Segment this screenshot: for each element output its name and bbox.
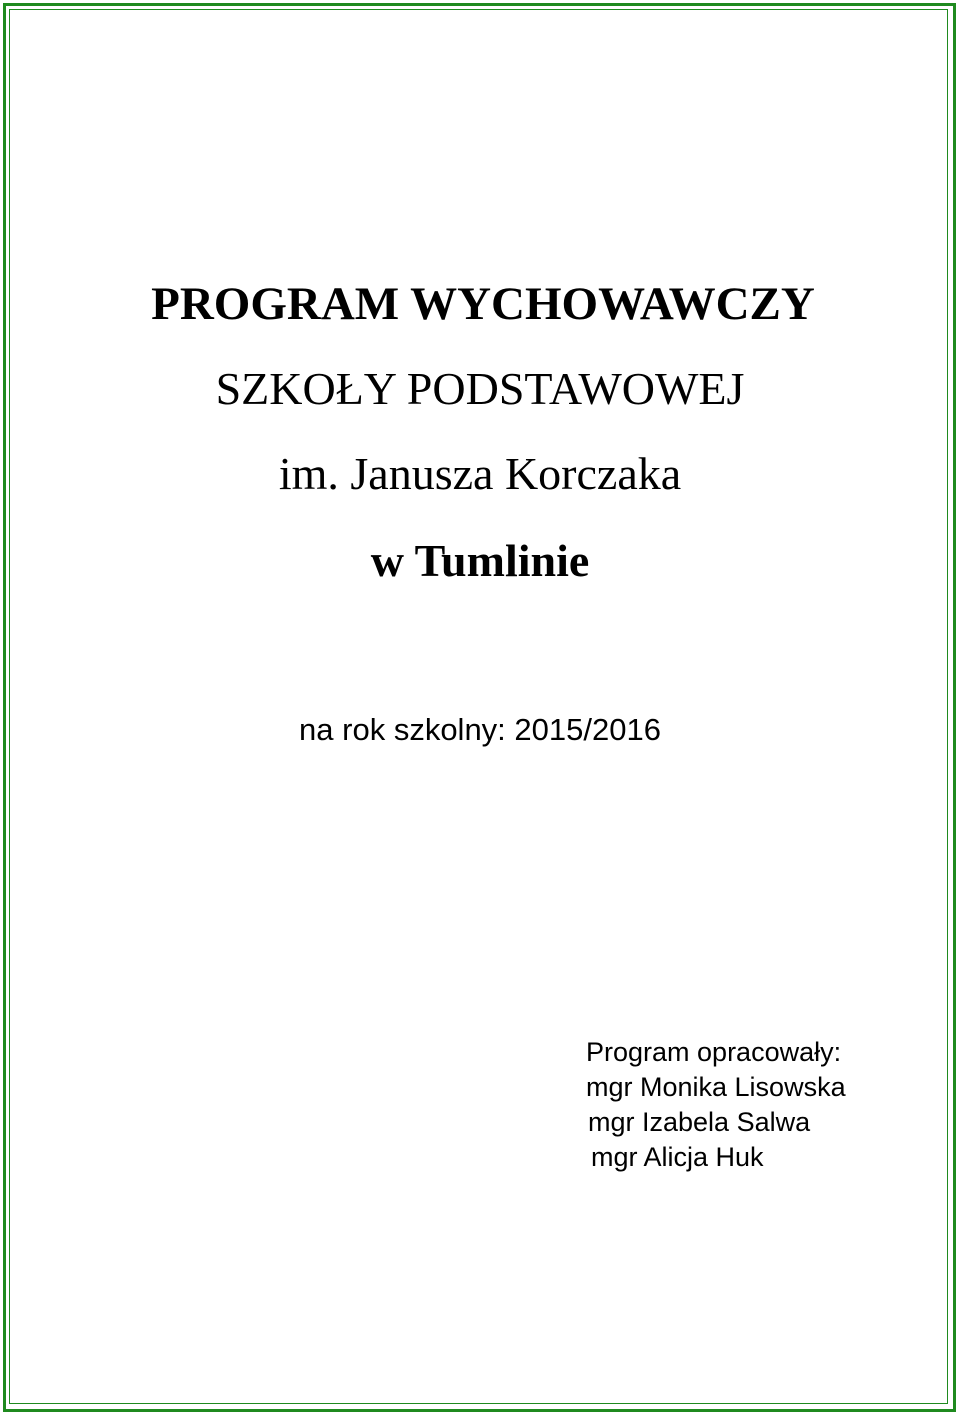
- page-border-inner: [9, 9, 948, 1404]
- title-line-2: SZKOŁY PODSTAWOWEJ: [215, 363, 745, 414]
- title-line-3: im. Janusza Korczaka: [278, 448, 682, 499]
- title-line-1: PROGRAM WYCHOWAWCZY: [151, 278, 815, 330]
- authors-block: [584, 1035, 846, 1175]
- school-year: na rok szkolny: 2015/2016: [299, 712, 661, 747]
- author-name: mgr Monika Lisowska: [586, 1072, 846, 1102]
- author-name: mgr Izabela Salwa: [588, 1107, 811, 1137]
- authors-heading: Program opracowały:: [586, 1037, 842, 1067]
- author-name: mgr Alicja Huk: [591, 1142, 764, 1172]
- title-line-4: w Tumlinie: [370, 535, 590, 586]
